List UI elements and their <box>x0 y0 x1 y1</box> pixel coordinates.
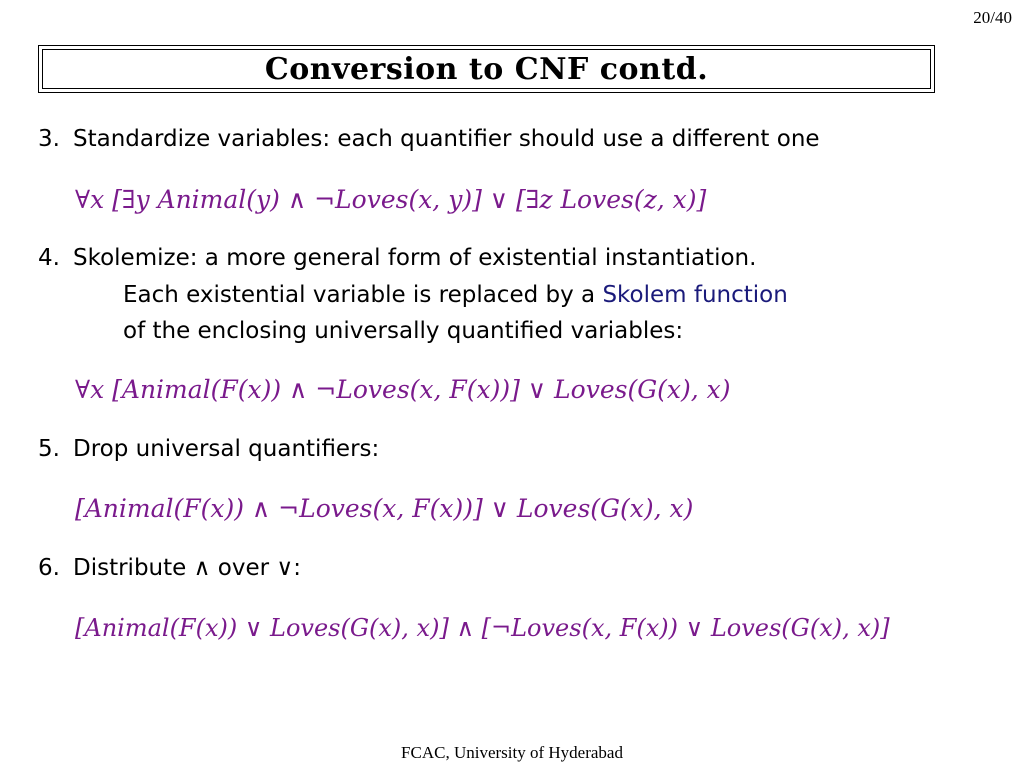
step-6-colon: : <box>293 555 301 581</box>
step-6-text: Distribute <box>73 555 194 581</box>
page-number: 20/40 <box>973 8 1012 27</box>
step-3-text: Standardize variables: each quantifier should use a different one <box>73 126 820 152</box>
slide-title: Conversion to CNF contd. <box>264 51 709 87</box>
and-symbol: ∧ <box>193 555 211 581</box>
step-4-subline-2: of the enclosing universally quantified variables: <box>123 318 684 344</box>
or-symbol: ∨ <box>276 555 294 581</box>
formula-step-6: [Animal(F(x)) ∨ Loves(G(x), x)] ∧ [¬Loves(x, F(x)) ∨ Loves(G(x), x)] <box>75 614 890 642</box>
formula-step-3: ∀x [∃y Animal(y) ∧ ¬Loves(x, y)] ∨ [∃z Loves(z, x)] <box>75 185 707 214</box>
formula-step-4: ∀x [Animal(F(x)) ∧ ¬Loves(x, F(x))] ∨ Loves(G(x), x) <box>75 375 731 404</box>
step-4-number: 4. <box>38 245 60 271</box>
title-frame <box>38 45 935 93</box>
step-3-number: 3. <box>38 126 60 152</box>
step-5-number: 5. <box>38 436 60 462</box>
step-4-subline-1 <box>123 281 788 309</box>
footer: FCAC, University of Hyderabad <box>401 743 623 762</box>
step-4-subline-1-text: Each existential variable is replaced by a <box>123 282 603 308</box>
step-5-text: Drop universal quantifiers: <box>73 436 380 462</box>
formula-step-5: [Animal(F(x)) ∧ ¬Loves(x, F(x))] ∨ Loves(G(x), x) <box>75 494 694 523</box>
step-6-text-over: over <box>210 555 277 581</box>
step-4-text: Skolemize: a more general form of existential instantiation. <box>73 245 757 271</box>
skolem-function-term: Skolem function <box>602 282 788 308</box>
step-3 <box>38 125 820 153</box>
step-5 <box>38 435 379 463</box>
step-6-number: 6. <box>38 555 60 581</box>
step-6 <box>38 554 301 582</box>
title-inner-frame <box>42 49 931 89</box>
step-4 <box>38 244 756 272</box>
